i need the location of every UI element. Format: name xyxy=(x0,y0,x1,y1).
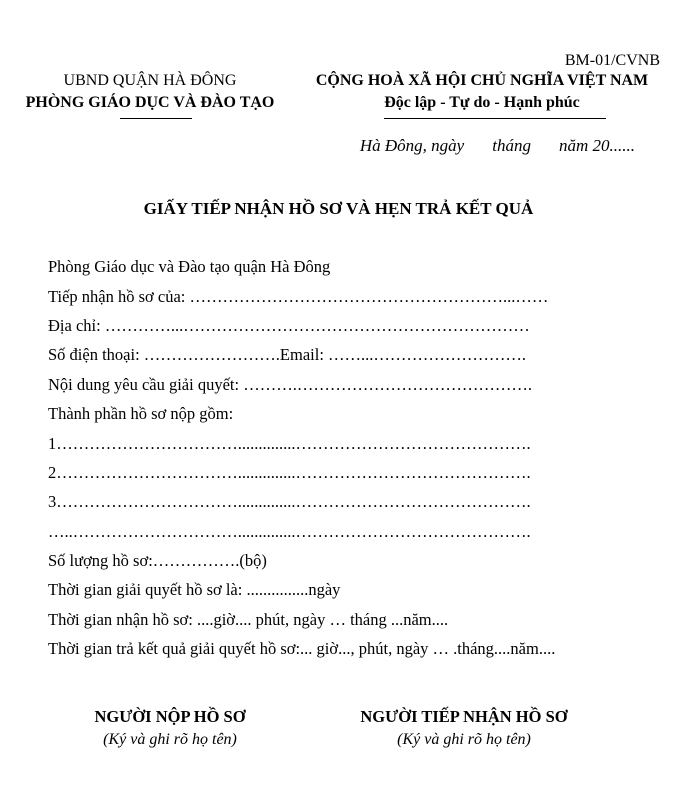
body-line: 3……………………………..............……………………………………. xyxy=(48,492,531,511)
receiver-title: NGƯỜI TIẾP NHẬN HỒ SƠ xyxy=(360,707,568,726)
body-line: 1……………………………..............……………………………………. xyxy=(48,434,531,453)
body-line: Địa chỉ: …………...……………………………………………………… xyxy=(48,316,530,335)
submitter-title: NGƯỜI NỘP HỒ SƠ xyxy=(94,707,246,726)
receiver-note: (Ký và ghi rõ họ tên) xyxy=(397,731,531,748)
body-line: Thời gian giải quyết hồ sơ là: ...............ngày xyxy=(48,580,341,599)
nation-name: CỘNG HOÀ XÃ HỘI CHỦ NGHĨA VIỆT NAM xyxy=(315,72,649,89)
body-line: Thành phần hồ sơ nộp gồm: xyxy=(48,404,234,423)
submitter-note: (Ký và ghi rõ họ tên) xyxy=(103,731,237,748)
agency-underline xyxy=(120,118,192,119)
agency-department: PHÒNG GIÁO DỤC VÀ ĐÀO TẠO xyxy=(25,94,275,111)
body-line: 2……………………………..............……………………………………. xyxy=(48,463,531,482)
body-line: Thời gian nhận hồ sơ: ....giờ.... phút, ngày … tháng ...năm.... xyxy=(48,610,449,629)
place-year: năm 20...... xyxy=(558,136,635,155)
place-month: tháng xyxy=(492,136,531,155)
agency-name: UBND QUẬN HÀ ĐÔNG xyxy=(63,72,237,89)
place-date xyxy=(360,136,635,156)
body-line: Số lượng hồ sơ:…………….(bộ) xyxy=(48,551,267,570)
body-line: Nội dung yêu cầu giải quyết: ……….……………………………………. xyxy=(48,375,532,394)
nation-underline xyxy=(384,118,606,119)
document-title: GIẤY TIẾP NHẬN HỒ SƠ VÀ HẸN TRẢ KẾT QUẢ xyxy=(143,199,534,218)
body-line: Số điện thoại: …………………….Email: ……...………………………. xyxy=(48,345,527,364)
nation-motto: Độc lập - Tự do - Hạnh phúc xyxy=(384,94,580,111)
body-line: …..…………………………..............……………………………………. xyxy=(48,522,531,541)
body-line: Tiếp nhận hồ sơ của: …………………………………………………...…… xyxy=(48,287,549,306)
body-line: Thời gian trả kết quả giải quyết hồ sơ:... giờ..., phút, ngày … .tháng....năm.... xyxy=(48,639,556,658)
body-line: Phòng Giáo dục và Đào tạo quận Hà Đông xyxy=(48,257,331,276)
form-code: BM-01/CVNB xyxy=(564,52,660,69)
place-day: Hà Đông, ngày xyxy=(359,136,465,155)
